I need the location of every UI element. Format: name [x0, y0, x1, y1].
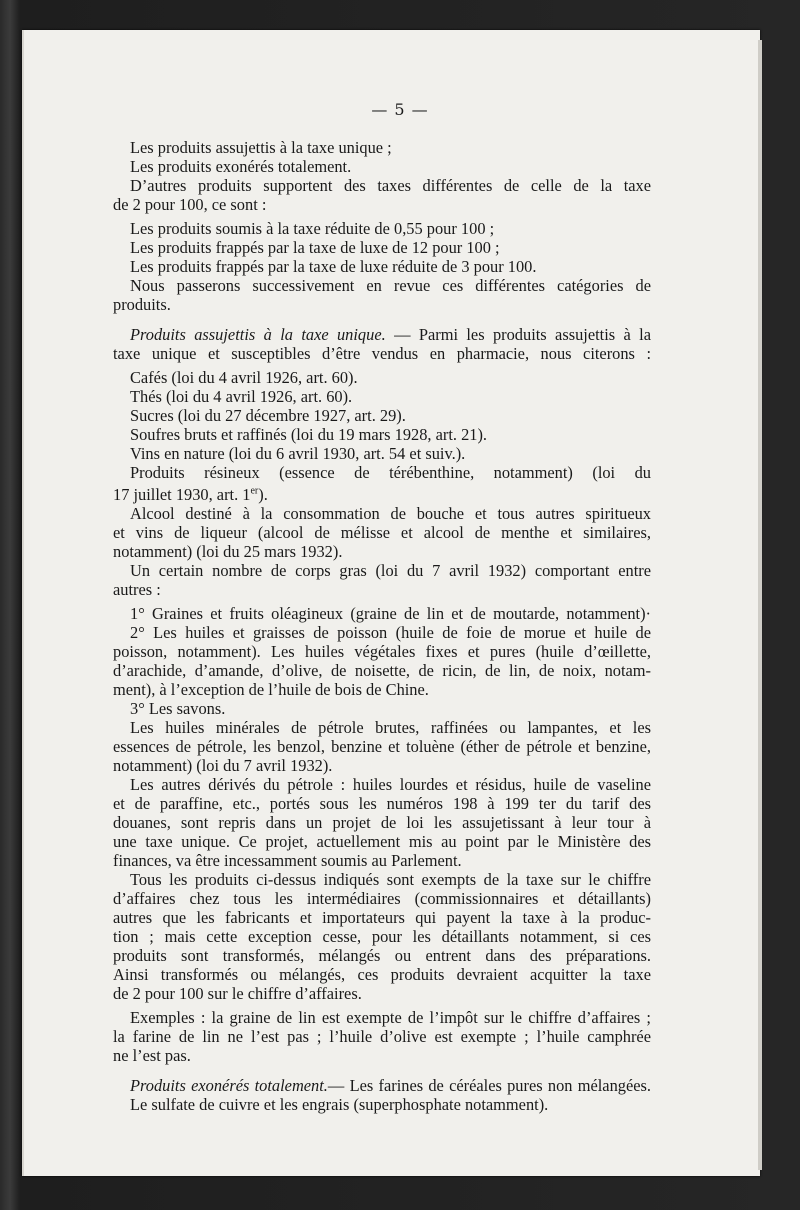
text-line [113, 387, 651, 406]
line-text: D’autres produits supportent des taxes différentes de celle de la taxe [130, 176, 651, 195]
line-text: de 2 pour 100 sur le chiffre d’affaires. [113, 984, 362, 1004]
text-line [113, 276, 651, 295]
line-text: d’affaires chez tous les intermédiaires (commissionnaires et détaillants) [113, 889, 651, 909]
line-text: notamment) (loi du 25 mars 1932). [113, 542, 343, 562]
text-line [113, 344, 651, 363]
page-edge [758, 40, 762, 1170]
text-line [113, 257, 651, 276]
text-line [113, 219, 651, 238]
line-text: 1° Graines et fruits oléagineux (graine de lin et de moutarde, notamment)· [130, 604, 651, 624]
text-line [113, 1046, 651, 1065]
line-text: ment), à l’exception de l’huile de bois de Chine. [113, 680, 429, 700]
text-line [113, 870, 651, 889]
paragraph-gap [113, 314, 651, 325]
line-text: Thés (loi du 4 avril 1926, art. 60). [130, 387, 353, 406]
text-line [113, 699, 651, 718]
text-line [113, 1076, 651, 1095]
section-heading: Produits exonérés totalement. [130, 1076, 328, 1096]
line-text: et vins de liqueur (alcool de mélisse et alcool de menthe et similaires, [113, 523, 651, 543]
line-text: notamment) (loi du 7 avril 1932). [113, 756, 333, 776]
text-line [113, 138, 651, 157]
line-text: 17 juillet 1930, art. 1er). [113, 485, 268, 505]
text-line [113, 444, 651, 463]
text-line [113, 325, 651, 344]
line-text: — Les farines de céréales pures non mélangées. [327, 1076, 651, 1096]
line-text: Exemples : la graine de lin est exempte de l’impôt sur le chiffre d’affaires ; [130, 1008, 651, 1028]
line-text: de 2 pour 100, ce sont : [113, 195, 267, 214]
line-text: Les produits assujettis à la taxe unique ; [130, 138, 392, 157]
line-text: produits. [113, 295, 171, 314]
line-text: ne l’est pas. [113, 1046, 191, 1066]
text-line [113, 832, 651, 851]
line-text: Les produits frappés par la taxe de luxe réduite de 3 pour 100. [130, 257, 537, 276]
text-line [113, 1008, 651, 1027]
line-text: tion ; mais cette exception cesse, pour les détaillants notamment, si ces [113, 927, 651, 947]
section-heading: Produits assujettis à la taxe unique. [130, 325, 386, 344]
text-line [113, 794, 651, 813]
line-text: essences de pétrole, les benzol, benzine et toluène (éther de pétrole et benzine, [113, 737, 651, 757]
text-line [113, 406, 651, 425]
document-body [113, 138, 651, 1114]
text-line [113, 425, 651, 444]
text-line [113, 927, 651, 946]
line-text: Alcool destiné à la consommation de bouche et tous autres spiritueux [130, 504, 651, 524]
text-line [113, 295, 651, 314]
text-line [113, 368, 651, 387]
text-line [113, 908, 651, 927]
text-line [113, 889, 651, 908]
text-line [113, 504, 651, 523]
line-text: Les produits frappés par la taxe de luxe de 12 pour 100 ; [130, 238, 500, 257]
line-text: Les autres dérivés du pétrole : huiles lourdes et résidus, huile de vaseline [130, 775, 651, 795]
paragraph-gap [113, 1065, 651, 1076]
text-line [113, 482, 651, 504]
text-line [113, 623, 651, 642]
line-text: Les produits soumis à la taxe réduite de 0,55 pour 100 ; [130, 219, 495, 238]
text-line [113, 580, 651, 599]
text-line [113, 1095, 651, 1114]
line-text: Les huiles minérales de pétrole brutes, raffinées ou lampantes, et les [130, 718, 651, 738]
text-line [113, 542, 651, 561]
text-line [113, 946, 651, 965]
line-text: Produits résineux (essence de térébenthine, notamment) (loi du [130, 463, 651, 482]
line-text: taxe unique et susceptibles d’être vendus en pharmacie, nous citerons : [113, 344, 651, 363]
line-text: Vins en nature (loi du 6 avril 1930, art. 54 et suiv.). [130, 444, 466, 463]
line-text: 2° Les huiles et graisses de poisson (huile de foie de morue et huile de [130, 623, 651, 643]
text-line [113, 157, 651, 176]
text-line [113, 984, 651, 1003]
text-line [113, 775, 651, 794]
line-text: 3° Les savons. [130, 699, 226, 719]
line-text: Les produits exonérés totalement. [130, 157, 352, 176]
line-text: produits sont transformés, mélangés ou entrent dans des préparations. [113, 946, 651, 966]
text-line [113, 813, 651, 832]
line-text: la farine de lin ne l’est pas ; l’huile d’olive est exempte ; l’huile camphrée [113, 1027, 651, 1047]
text-line [113, 523, 651, 542]
text-line [113, 756, 651, 775]
line-text: autres : [113, 580, 161, 600]
line-text: une taxe unique. Ce projet, actuellement mis au point par le Ministère des [113, 832, 651, 852]
text-line [113, 680, 651, 699]
text-line [113, 195, 651, 214]
text-line [113, 1027, 651, 1046]
line-text: Cafés (loi du 4 avril 1926, art. 60). [130, 368, 358, 387]
line-text: Un certain nombre de corps gras (loi du 7 avril 1932) comportant entre [130, 561, 651, 581]
text-line [113, 642, 651, 661]
line-text: finances, va être incessamment soumis au Parlement. [113, 851, 462, 871]
line-text: — Parmi les produits assujettis à la [385, 325, 652, 344]
line-text: douanes, sont repris dans un projet de loi les assujetissant à leur tour à [113, 813, 651, 833]
text-line [113, 737, 651, 756]
text-line [113, 604, 651, 623]
text-line [113, 176, 651, 195]
line-text: Nous passerons successivement en revue ces différentes catégories de [130, 276, 651, 295]
line-text: Sucres (loi du 27 décembre 1927, art. 29). [130, 406, 406, 425]
text-line [113, 661, 651, 680]
text-line [113, 965, 651, 984]
text-line [113, 561, 651, 580]
line-text: Ainsi transformés ou mélangés, ces produits devraient acquitter la taxe [113, 965, 651, 985]
line-text: Le sulfate de cuivre et les engrais (superphosphate notamment). [130, 1095, 549, 1115]
line-text: Tous les produits ci-dessus indiqués sont exempts de la taxe sur le chiffre [130, 870, 651, 890]
line-text: Soufres bruts et raffinés (loi du 19 mars 1928, art. 21). [130, 425, 488, 444]
line-text: poisson, notamment). Les huiles végétales fixes et pures (huile d’œillette, [113, 642, 651, 662]
line-text: et de paraffine, etc., portés sous les numéros 198 à 199 ter du tarif des [113, 794, 651, 814]
text-line [113, 463, 651, 482]
text-line [113, 851, 651, 870]
text-line [113, 718, 651, 737]
line-text: autres que les fabricants et importateurs qui payent la taxe à la produc- [113, 908, 651, 928]
line-text: d’arachide, d’amande, d’olive, de noisette, de ricin, de lin, de noix, notam- [113, 661, 651, 681]
page-number: — 5 — [371, 100, 429, 119]
text-line [113, 238, 651, 257]
